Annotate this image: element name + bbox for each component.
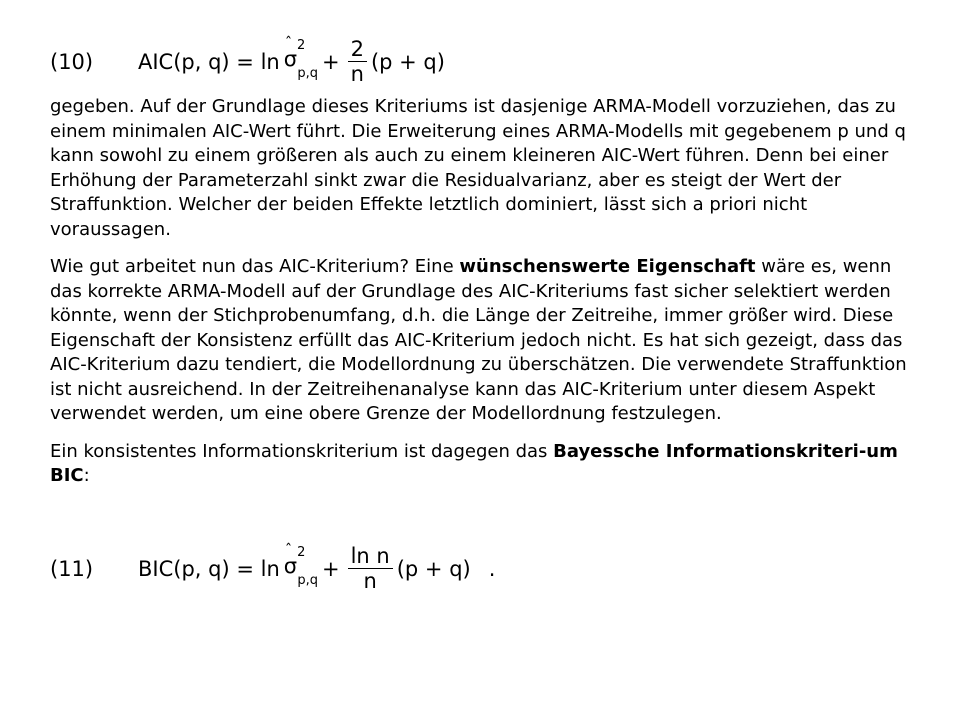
plus-sign: + [321,556,340,581]
superscript: 2 [297,38,306,54]
fraction [348,38,367,85]
plus-sign: + [321,49,340,74]
paragraph-2: Wie gut arbeitet nun das AIC-Kriterium? Eine wünschenswerte Eigenschaft wäre es, wenn das korrekte ARMA-Modell auf der Grundlage des AIC-Kriteriums fast sicher selektiert werden könnte, wenn der Stichprobenumfang, d.h. die Länge der Zeitreihe, immer größer wird. Diese Eigenschaft der Konsistenz erfüllt das AIC-Kriterium jedoch nicht. Es hat sich gezeigt, dass das AIC-Kriterium dazu tendiert, die Modellordnung zu überschätzen. Die verwendete Straffunktion ist nicht ausreichend. In der Zeitreihenanalyse kann das AIC-Kriterium unter diesem Aspekt verwendet werden, um eine obere Grenze der Modellordnung festzulegen. [50,256,907,424]
subscript: p,q [297,65,318,81]
fraction-numerator: 2 [350,37,364,61]
equation-number: (10) [50,49,94,74]
sigma-hat-symbol: ˆ $\sigma^2_{p,q}$ [283,541,318,588]
hat-accent: ˆ [284,34,293,53]
sigma-hat-symbol: ˆ $\sigma^2_{p,q}$ [283,34,318,81]
body-text [50,95,920,489]
formula-rhs: (p + q) [370,49,445,74]
hat-accent: ˆ [284,541,293,560]
paragraph-3: Ein konsistentes Informationskriterium ist dagegen das Bayessche Informationskriteri-um BIC: [50,440,898,486]
trailing-period: . [488,556,496,581]
superscript: 2 [297,545,306,561]
formula-rhs: (p + q) [396,556,471,581]
fraction [348,545,393,592]
bold-term: Bayessche Informationskriteri-um BIC [50,440,898,486]
equation-10 [50,34,445,87]
fraction-numerator: ln n [350,544,390,568]
bold-term: wünschenswerte Eigenschaft [459,256,756,277]
bic-formula: BIC(p, q) = ln ˆ $\sigma^2_{p,q}$ + $\frac{\text{ln n}}{n}$ (p + q) . [138,541,496,594]
aic-formula: AIC(p, q) = ln ˆ $\sigma^2_{p,q}$ + $\frac{2}{n}$ (p + q) [138,34,445,87]
subscript: p,q [297,572,318,588]
paragraph-1: gegeben. Auf der Grundlage dieses Kriteriums ist dasjenige ARMA-Modell vorzuziehen, das zu einem minimalen AIC-Wert führt. Die Erweiterung eines ARMA-Modells mit gegebenem p und q kann sowohl zu einem größeren als auch zu einem kleineren AIC-Wert führen. Denn bei einer Erhöhung der Parameterzahl sinkt zwar die Residualvarianz, aber es steigt der Wert der Straffunktion. Welcher der beiden Effekte letztlich dominiert, lässt sich a priori nicht voraussagen. [50,96,906,240]
equation-number: (11) [50,556,94,581]
equation-11 [50,541,496,594]
fraction-denominator: n [363,569,377,594]
fraction-denominator: n [350,62,364,87]
